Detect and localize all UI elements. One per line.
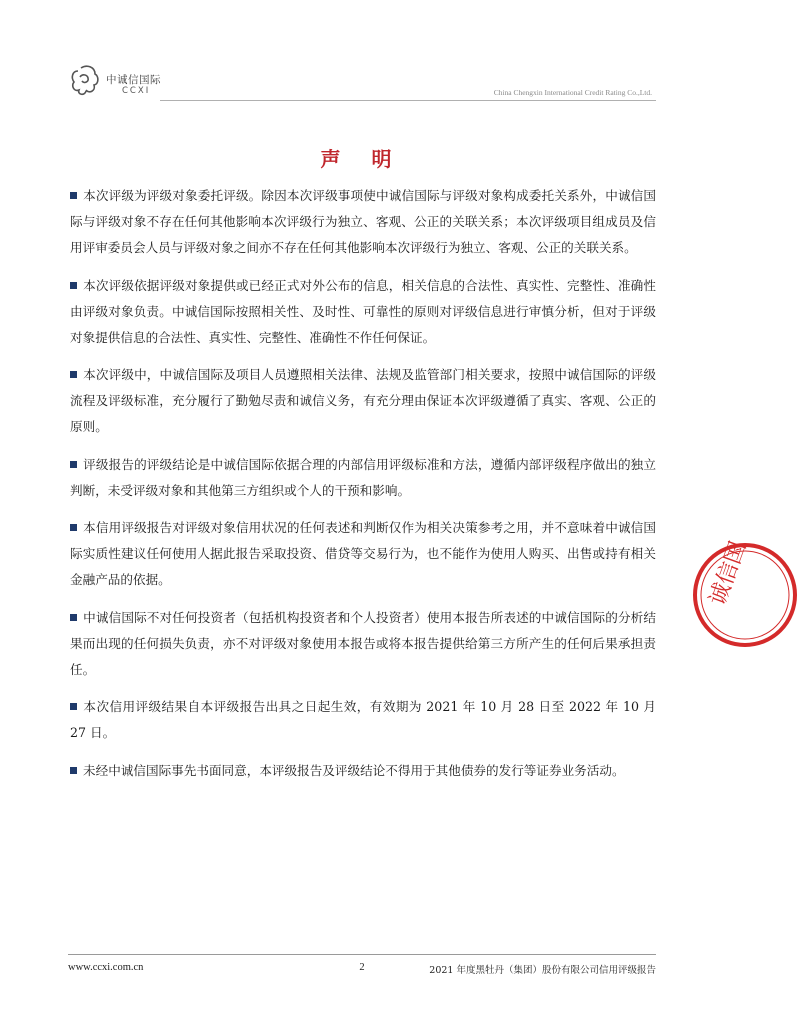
company-seal-stamp bbox=[690, 540, 800, 650]
footer-website: www.ccxi.com.cn bbox=[68, 962, 144, 973]
statement-paragraph: 本次信用评级结果自本评级报告出具之日起生效，有效期为 2021 年 10 月 28 日至 2022 年 10 月 27 日。 bbox=[70, 699, 656, 740]
statement-list bbox=[70, 183, 656, 795]
statement-paragraph: 本次评级中，中诚信国际及项目人员遵照相关法律、法规及监管部门相关要求，按照中诚信国际的评级流程及评级标准，充分履行了勤勉尽责和诚信义务，有充分理由保证本次评级遵循了真实、客观、公正的原则。 bbox=[70, 367, 656, 434]
statement-paragraph: 中诚信国际不对任何投资者（包括机构投资者和个人投资者）使用本报告所表述的中诚信国际的分析结果而出现的任何损失负责，亦不对评级对象使用本报告或将本报告提供给第三方所产生的任何后果承担责任。 bbox=[70, 609, 656, 677]
square-bullet-icon bbox=[70, 461, 77, 468]
logo-chinese-name: 中诚信国际 bbox=[106, 74, 161, 86]
page-title: 声 明 bbox=[320, 147, 404, 171]
square-bullet-icon bbox=[70, 524, 77, 531]
logo-english-name: CCXI bbox=[122, 86, 151, 96]
seal-text: 诚信国 bbox=[705, 538, 752, 609]
statement-paragraph: 本信用评级报告对评级对象信用状况的任何表述和判断仅作为相关决策参考之用，并不意味着中诚信国际实质性建议任何使用人据此报告采取投资、借贷等交易行为，也不能作为使用人购买、出售或持有相关金融产品的依据。 bbox=[70, 520, 656, 587]
square-bullet-icon bbox=[70, 703, 77, 710]
square-bullet-icon bbox=[70, 614, 77, 621]
footer-divider bbox=[68, 954, 656, 955]
square-bullet-icon bbox=[70, 767, 77, 774]
statement-paragraph: 本次评级依据评级对象提供或已经正式对外公布的信息，相关信息的合法性、真实性、完整性、准确性由评级对象负责。中诚信国际按照相关性、及时性、可靠性的原则对评级信息进行审慎分析，但对于评级对象提供信息的合法性、真实性、完整性、准确性不作任何保证。 bbox=[70, 277, 656, 345]
statement-paragraph: 未经中诚信国际事先书面同意，本评级报告及评级结论不得用于其他债券的发行等证券业务活动。 bbox=[70, 758, 656, 784]
ccxi-logo-icon bbox=[68, 62, 102, 96]
square-bullet-icon bbox=[70, 282, 77, 289]
page-number: 2 bbox=[359, 962, 365, 973]
square-bullet-icon bbox=[70, 192, 77, 199]
statement-paragraph: 评级报告的评级结论是中诚信国际依据合理的内部信用评级标准和方法，遵循内部评级程序做出的独立判断，未受评级对象和其他第三方组织或个人的干预和影响。 bbox=[70, 456, 656, 498]
header-divider bbox=[160, 100, 656, 101]
square-bullet-icon bbox=[70, 371, 77, 378]
company-english-name: China Chengxin International Credit Rating Co.,Ltd. bbox=[493, 88, 652, 97]
page-header bbox=[68, 62, 656, 102]
statement-paragraph: 本次评级为评级对象委托评级。除因本次评级事项使中诚信国际与评级对象构成委托关系外，中诚信国际与评级对象不存在任何其他影响本次评级行为独立、客观、公正的关联关系；本次评级项目组成员及信用评审委员会人员与评级对象之间亦不存在任何其他影响本次评级行为独立、客观、公正的关联关系。 bbox=[70, 188, 656, 255]
footer-report-title: 2021 年度黑牡丹（集团）股份有限公司信用评级报告 bbox=[429, 965, 656, 976]
